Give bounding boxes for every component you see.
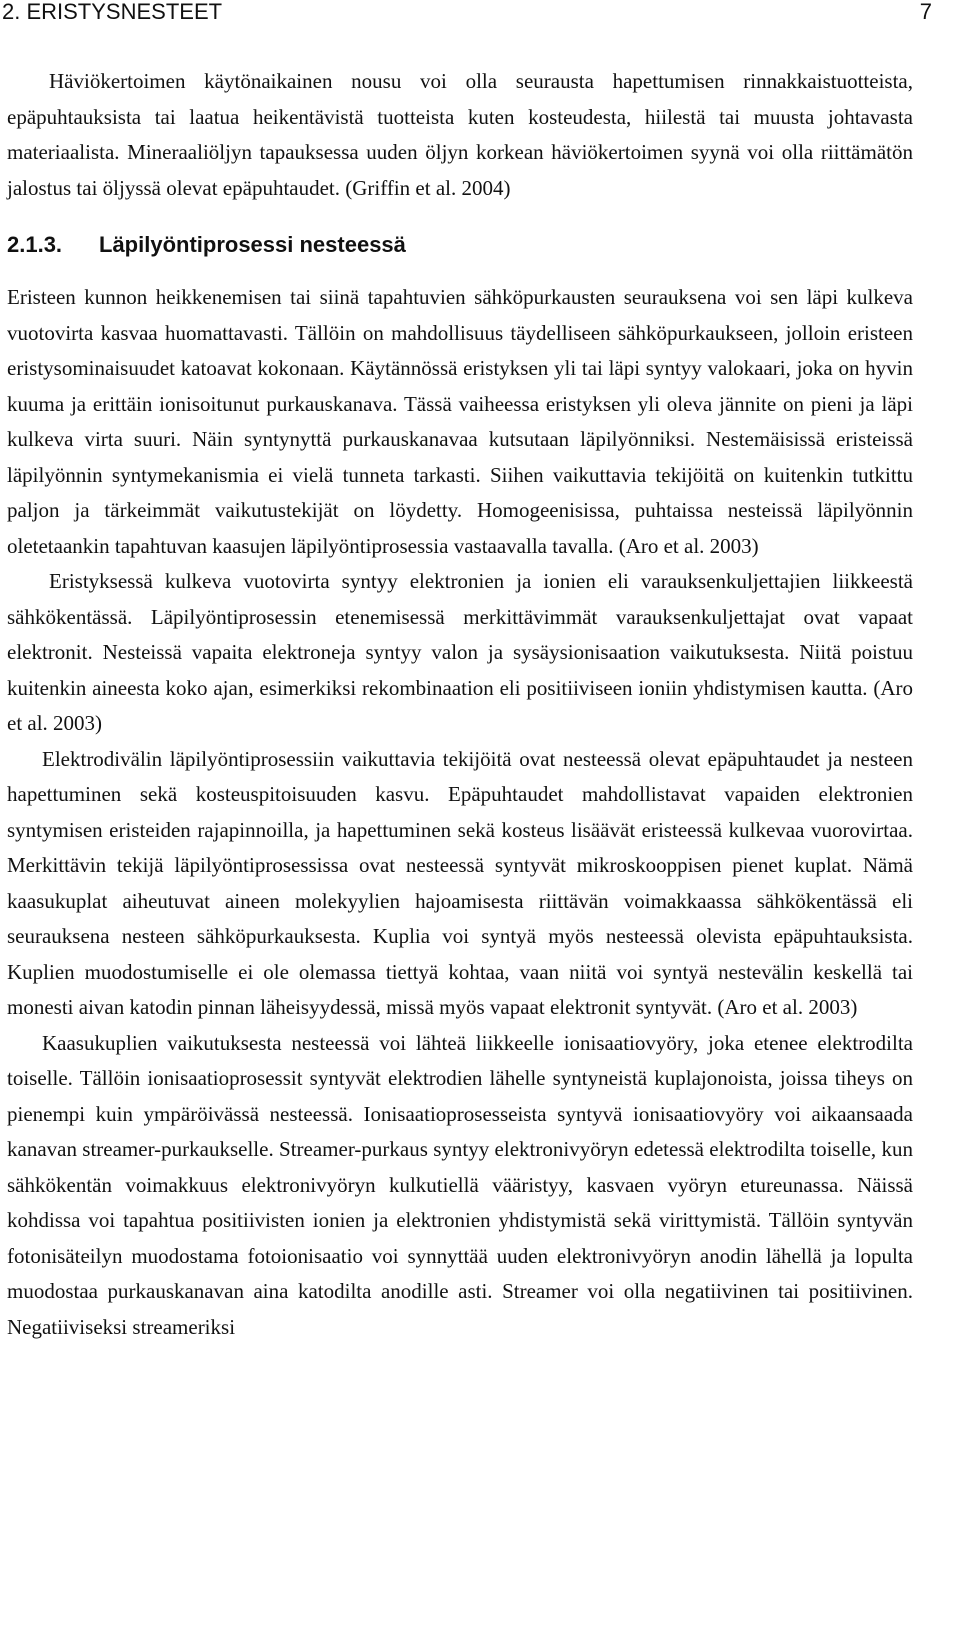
section-heading [7,230,913,260]
chapter-title: 2. ERISTYSNESTEET [2,0,223,24]
intro-paragraph: Häviökertoimen käytönaikainen nousu voi olla seurausta hapettumisen rinnakkaistuotteista, epäpuhtauksista tai laatua heikentävistä tuotteista kuten kosteudesta, hiilestä tai muusta johtavasta materiaalista. Mineraaliöljyn tapauksessa uuden öljyn korkean häviökertoimen syynä voi olla riittämätön jalostus tai öljyssä olevat epäpuhtaudet. (Griffin et al. 2004) [7,69,913,200]
section-title: Läpilyöntiprosessi nesteessä [99,232,406,257]
section-number: 2.1.3. [7,232,63,257]
running-header [0,0,960,26]
body-paragraph: Elektrodivälin läpilyöntiprosessiin vaikuttavia tekijöitä ovat nesteessä olevat epäpuhtaudet ja nesteen hapettuminen sekä kosteuspitoisuuden kasvu. Epäpuhtaudet mahdollistavat vapaiden elektronien syntymisen eristeiden rajapinnoilla, ja hapettuminen sekä kosteus lisäävät eristeessä kulkevaa vuorovirtaa. Merkittävin tekijä läpilyöntiprosessissa ovat nesteessä syntyvät mikroskooppisen pienet kuplat. Nämä kaasukuplat aiheutuvat aineen molekyylien hajoamisesta riittävän voimakkaassa sähkökentässä eli seurauksena nesteen sähköpurkauksesta. Kuplia voi syntyä myös nesteessä olevista epäpuhtauksista. Kuplien muodostumiselle ei ole olemassa tiettyä kohtaa, vaan niitä voi syntyä nestevälin keskellä tai monesti aivan katodin pinnan läheisyydessä, missä myös vapaat elektronit syntyvät. (Aro et al. 2003) [7,746,913,1019]
page-number: 7 [919,0,932,24]
body-paragraph: Eristyksessä kulkeva vuotovirta syntyy elektronien ja ionien eli varauksenkuljettajien liikkeestä sähkökentässä. Läpilyöntiprosessin etenemisessä merkittävimmät varauksenkuljettajat ovat vapaat elektronit. Nesteissä vapaita elektroneja syntyy valon ja sysäysionisaation vaikutuksesta. Niitä poistuu kuitenkin aineesta koko ajan, esimerkiksi rekombinaation eli positiiviseen ioniin yhdistymisen kautta. (Aro et al. 2003) [7,569,913,735]
body-paragraph: Kaasukuplien vaikutuksesta nesteessä voi lähteä liikkeelle ionisaatiovyöry, joka etenee elektrodilta toiselle. Tällöin ionisaatioprosessit syntyvät elektrodien lähelle syntyneistä kuplajonoista, joissa tiheys on pienempi kuin ympäröivässä nesteessä. Ionisaatioprosesseista syntyvä ionisaatiovyöry voi aikaansaada kanavan streamer-purkaukselle. Streamer-purkaus syntyy elektronivyöryn edetessä elektrodilta toiselle, kun sähkökentän voimakkuus elektronivyöryn kulkutiellä vääristyy, kasvaen vyöryn etureunassa. Näissä kohdissa voi tapahtua positiivisten ionien ja elektronien yhdistymistä sekä virittymistä. Tällöin syntyvän fotonisäteilyn muodostama fotoionisaatio voi synnyttää uuden elektronivyöryn anodin lähellä ja lopulta muodostaa purkauskanavan aina katodilta anodille asti. Streamer voi olla negatiivinen tai positiivinen. Negatiiviseksi streameriksi [7,1030,913,1339]
body-paragraph: Eristeen kunnon heikkenemisen tai siinä tapahtuvien sähköpurkausten seurauksena voi sen läpi kulkeva vuotovirta kasvaa huomattavasti. Tällöin on mahdollisuus täydelliseen sähköpurkaukseen, jolloin eristeen eristysominaisuudet katoavat kokonaan. Käytännössä eristyksen yli tai läpi syntyy valokaari, joka on hyvin kuuma ja erittäin ionisoitunut purkauskanava. Tässä vaiheessa eristyksen yli oleva jännite on pieni ja läpi kulkeva virta suuri. Näin syntynyttä purkauskanavaa kutsutaan läpilyönniksi. Nestemäisissä eristeissä läpilyönnin syntymekanismia ei vielä tunneta tarkasti. Siihen vaikuttavia tekijöitä on kuitenkin tutkittu paljon ja tärkeimmät vaikutustekijät on löydetty. Homogeenisissa, puhtaissa nesteissä läpilyönnin oletetaankin tapahtuvan kaasujen läpilyöntiprosessia vastaavalla tavalla. (Aro et al. 2003) [7,285,913,558]
page-body [7,64,913,1345]
